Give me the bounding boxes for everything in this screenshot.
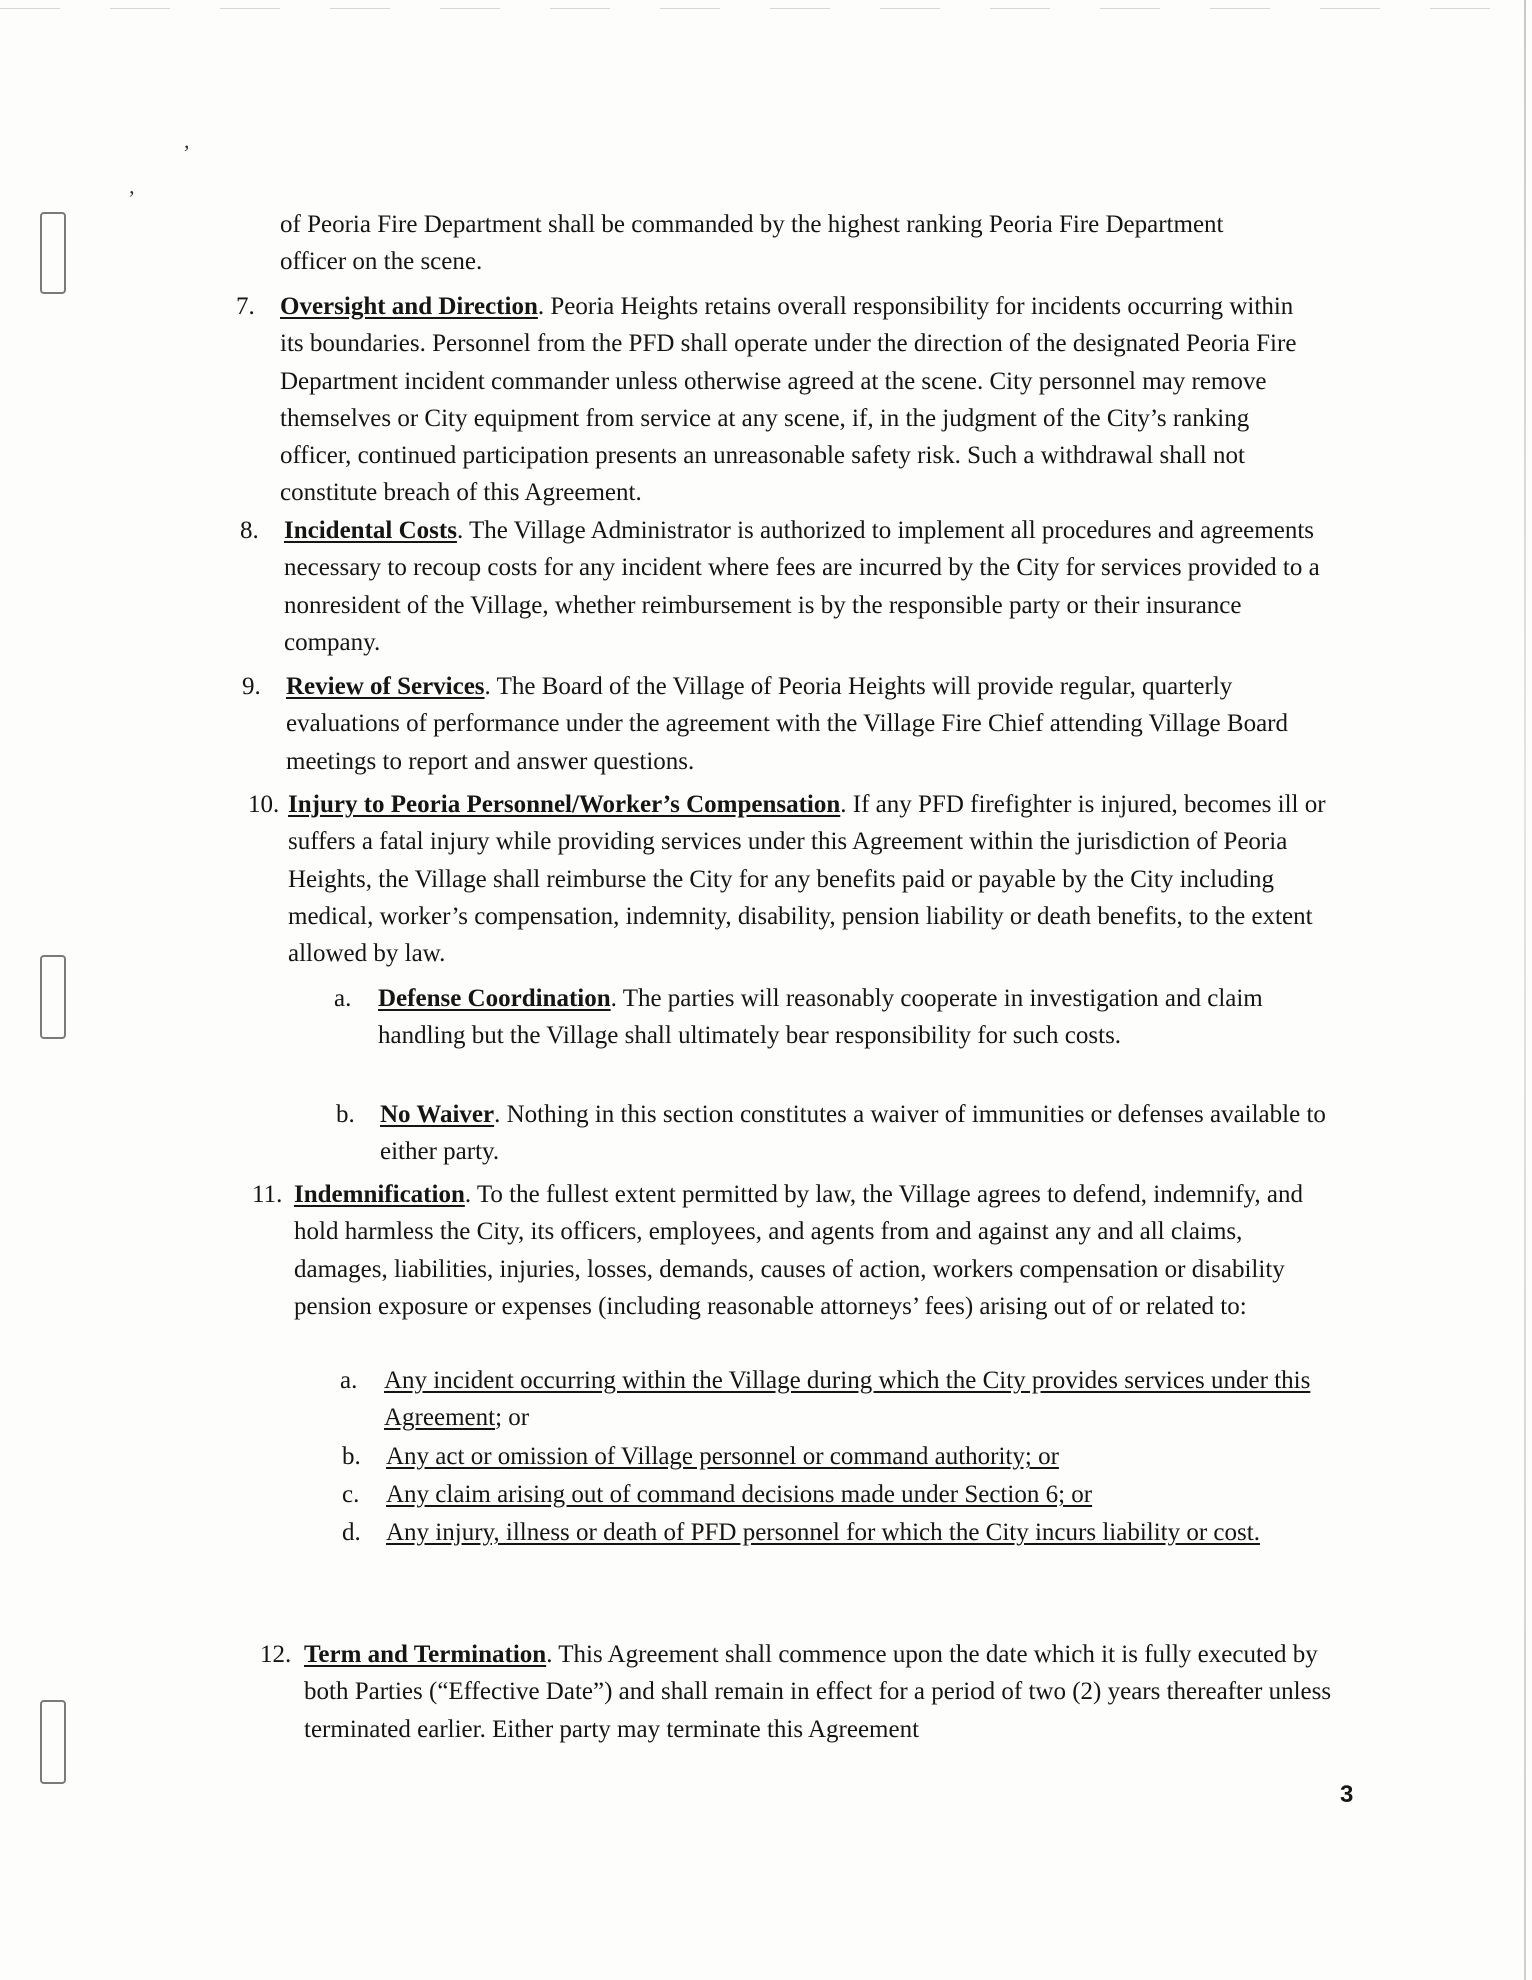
section-11 [252,1176,1316,1325]
section-10 [248,786,1330,972]
section-body: . To the fullest extent permitted by law, the Village agrees to defend, indemnify, and hold harmless the City, its officers, employees, and agents from and against any and all claims, damages, liabilities, injuries, losses, demands, causes of action, workers compensation or disability pension exposure or expenses (including reasonable attorneys’ fees) arising out of or related to: [294,1181,1304,1320]
section-title: Incidental Costs [284,517,457,544]
section-11-subitem-d [342,1514,1342,1551]
section-11-subitem-b [342,1438,1342,1475]
section-number: 12. [260,1641,292,1668]
subitem-letter: c. [342,1481,360,1508]
subitem-letter: a. [340,1367,358,1394]
section-number: 8. [240,517,259,544]
section-11-subitem-c [342,1476,1342,1513]
section-title: Indemnification [294,1181,465,1208]
subitem-title: No Waiver [380,1101,495,1128]
section-title: Term and Termination [304,1641,547,1668]
stray-mark: ʼ [128,186,136,211]
section-11-subitem-a [340,1362,1340,1437]
section-body: . The Board of the Village of Peoria Heights will provide regular, quarterly evaluations of performance under the agreement with the Village Fire Chief attending Village Board meetings to report and answer questions. [286,673,1288,775]
subitem-letter: b. [336,1101,355,1128]
section-number: 9. [242,673,261,700]
subitem-text: Any claim arising out of command decisions made under Section 6; or [386,1481,1093,1508]
subitem-body: . The parties will reasonably cooperate in investigation and claim handling but the Village shall ultimately bear responsibility for such costs. [378,985,1263,1050]
subitem-text: Any incident occurring within the Village during which the City provides services under this Agreement [384,1367,1311,1432]
subitem-text: Any act or omission of Village personnel or command authority; or [386,1443,1059,1470]
section-10-subitem-b [336,1096,1340,1171]
section-body: . The Village Administrator is authorized to implement all procedures and agreements necessary to recoup costs for any incident where fees are incurred by the City for services provided to a nonresident of the Village, whether reimbursement is by the responsible party or their insurance company. [284,517,1320,656]
section-9 [242,668,1322,780]
section-title: Injury to Peoria Personnel/Worker’s Compensation [288,791,841,818]
section-body: . Peoria Heights retains overall responsibility for incidents occurring within its boundaries. Personnel from the PFD shall operate under the direction of the designated Peoria Fire Department incident commander unless otherwise agreed at the scene. City personnel may remove themselves or City equipment from service at any scene, if, in the judgment of the City’s ranking officer, continued participation presents an unreasonable safety risk. Such a withdrawal shall not constitute breach of this Agreement. [280,293,1297,507]
intro-paragraph [280,206,1260,281]
intro-text: of Peoria Fire Department shall be commanded by the highest ranking Peoria Fire Department officer on the scene. [280,211,1224,276]
section-number: 10. [248,791,280,818]
subitem-letter: b. [342,1443,361,1470]
section-12 [260,1636,1340,1748]
section-title: Oversight and Direction [280,293,538,320]
stray-mark: , [184,128,190,153]
subitem-text: Any injury, illness or death of PFD personnel for which the City incurs liability or cost. [386,1519,1260,1546]
subitem-title: Defense Coordination [378,985,611,1012]
section-10-subitem-a [334,980,1300,1055]
section-8 [240,512,1320,661]
section-7 [236,288,1316,512]
page-number: 3 [1340,1781,1354,1808]
subitem-tail: ; or [495,1404,530,1432]
subitem-letter: d. [342,1519,361,1546]
subitem-body: . Nothing in this section constitutes a waiver of immunities or defenses available to either party. [380,1101,1326,1166]
section-body: . If any PFD firefighter is injured, becomes ill or suffers a fatal injury while providing services under this Agreement within the jurisdiction of Peoria Heights, the Village shall reimburse the City for any benefits paid or payable by the City including medical, worker’s compensation, indemnity, disability, pension liability or death benefits, to the extent allowed by law. [288,791,1326,968]
subitem-letter: a. [334,985,352,1012]
section-number: 7. [236,293,255,320]
section-body: . This Agreement shall commence upon the date which it is fully executed by both Parties (“Effective Date”) and shall remain in effect for a period of two (2) years thereafter unless terminated earlier. Either party may terminate this Agreement [304,1641,1332,1743]
section-title: Review of Services [286,673,485,700]
section-number: 11. [252,1181,283,1208]
